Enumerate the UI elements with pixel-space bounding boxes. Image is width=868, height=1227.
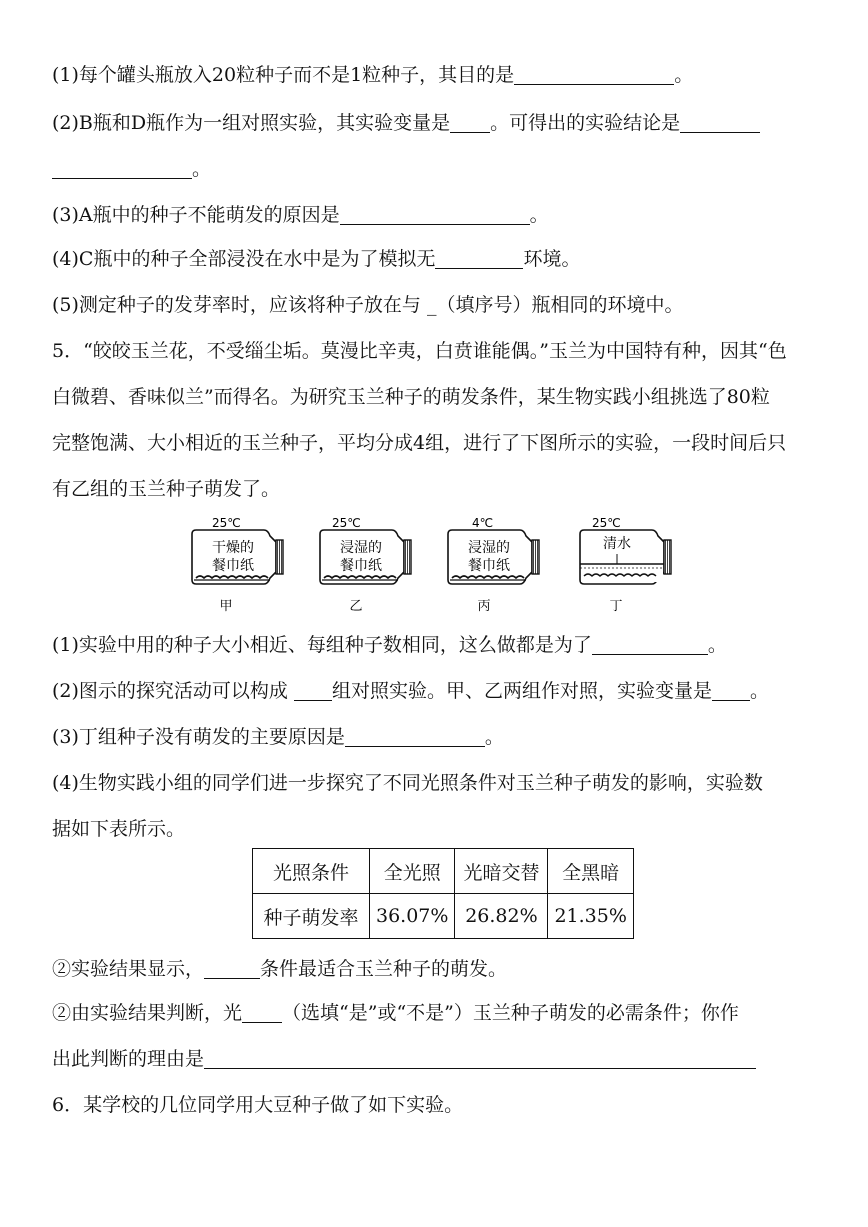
jar-temperature: 25℃ bbox=[592, 516, 621, 530]
jar-content: 浸湿的 bbox=[340, 540, 382, 556]
q5-part-2: (2)图示的探究活动可以构成 组对照实验。甲、乙两组作对照，实验变量是 。 bbox=[52, 680, 769, 702]
jar-content: 浸湿的 bbox=[468, 540, 510, 556]
table-cell: 光照条件 bbox=[253, 849, 370, 894]
answer-blank[interactable] bbox=[242, 1002, 282, 1023]
answer-blank[interactable] bbox=[204, 958, 260, 979]
q4-part-4: (4)C瓶中的种子全部浸没在水中是为了模拟无 环境。 bbox=[52, 248, 581, 270]
q5-part-1: (1)实验中用的种子大小相近、每组种子数相同，这么做都是为了 。 bbox=[52, 634, 727, 656]
q4-part-5: (5)测定种子的发芽率时，应该将种子放在与 _（填序号）瓶相同的环境中。 bbox=[52, 294, 684, 316]
jar-content: 餐巾纸 bbox=[212, 558, 254, 574]
table-cell: 光暗交替 bbox=[455, 849, 548, 894]
table-row bbox=[253, 894, 634, 939]
jar-temperature: 25℃ bbox=[332, 516, 361, 530]
jar-content: 餐巾纸 bbox=[340, 558, 382, 574]
jar-ding bbox=[580, 516, 671, 614]
answer-blank[interactable] bbox=[52, 158, 192, 179]
answer-blank[interactable] bbox=[712, 680, 750, 701]
table-cell: 全光照 bbox=[370, 849, 455, 894]
answer-blank[interactable] bbox=[340, 204, 530, 225]
answer-blank[interactable] bbox=[592, 634, 708, 655]
jar-content: 干燥的 bbox=[212, 540, 254, 556]
answer-blank[interactable] bbox=[204, 1048, 756, 1069]
q5-part-4-line1: (4)生物实践小组的同学们进一步探究了不同光照条件对玉兰种子萌发的影响，实验数 bbox=[52, 772, 763, 794]
answer-blank[interactable] bbox=[345, 726, 485, 747]
q5-part-3: (3)丁组种子没有萌发的主要原因是 。 bbox=[52, 726, 504, 748]
answer-blank[interactable] bbox=[294, 680, 332, 701]
jar-yi bbox=[320, 516, 411, 614]
table-cell: 26.82% bbox=[455, 894, 548, 939]
jar-label: 乙 bbox=[349, 599, 363, 614]
q5-stem-line: 完整饱满、大小相近的玉兰种子，平均分成4组，进行了下图所示的实验，一段时间后只 bbox=[52, 432, 787, 454]
q5-sub-2: ②由实验结果判断，光 （选填“是”或“不是”）玉兰种子萌发的必需条件；你作 bbox=[52, 1002, 739, 1024]
q4-part-3: (3)A瓶中的种子不能萌发的原因是 。 bbox=[52, 204, 549, 226]
jar-label: 丙 bbox=[477, 599, 491, 614]
q5-stem-line: 白微碧、香味似兰”而得名。为研究玉兰种子的萌发条件，某生物实践小组挑选了80粒 bbox=[52, 386, 770, 408]
answer-blank[interactable] bbox=[450, 112, 490, 133]
table-cell: 种子萌发率 bbox=[253, 894, 370, 939]
q5-part-4-line2: 据如下表所示。 bbox=[52, 818, 186, 840]
jar-bing bbox=[448, 516, 539, 614]
q5-stem-line: 5．“皎皎玉兰花，不受缁尘垢。莫漫比辛夷，白贲谁能偶。”玉兰为中国特有种，因其“色 bbox=[52, 340, 787, 362]
jar-label: 甲 bbox=[219, 599, 233, 614]
jar-temperature: 25℃ bbox=[212, 516, 241, 530]
table-cell: 21.35% bbox=[548, 894, 633, 939]
q5-stem-line: 有乙组的玉兰种子萌发了。 bbox=[52, 478, 281, 500]
table-cell: 全黑暗 bbox=[548, 849, 633, 894]
jar-content: 餐巾纸 bbox=[468, 558, 510, 574]
answer-blank[interactable] bbox=[435, 248, 523, 269]
q4-part-2-cont: 。 bbox=[52, 156, 211, 182]
q4-part-2: (2)B瓶和D瓶作为一组对照实验，其实验变量是 。可得出的实验结论是 bbox=[52, 110, 760, 136]
table-header-row bbox=[253, 849, 634, 894]
jar-temperature: 4℃ bbox=[472, 516, 494, 530]
answer-blank[interactable] bbox=[680, 112, 760, 133]
q4-part-1: (1)每个罐头瓶放入20粒种子而不是1粒种子，其目的是 。 bbox=[52, 64, 694, 86]
q6-stem: 6．某学校的几位同学用大豆种子做了如下实验。 bbox=[52, 1094, 464, 1116]
jar-label: 丁 bbox=[609, 599, 623, 614]
jar-jia bbox=[192, 516, 283, 614]
experiment-figure bbox=[180, 516, 680, 616]
answer-blank[interactable] bbox=[514, 64, 674, 85]
q5-sub-2-cont: 出此判断的理由是 bbox=[52, 1046, 756, 1072]
q5-sub-1: ②实验结果显示， 条件最适合玉兰种子的萌发。 bbox=[52, 958, 508, 980]
table-cell: 36.07% bbox=[370, 894, 455, 939]
jar-content: 清水 bbox=[603, 536, 631, 552]
germination-table bbox=[252, 848, 634, 939]
